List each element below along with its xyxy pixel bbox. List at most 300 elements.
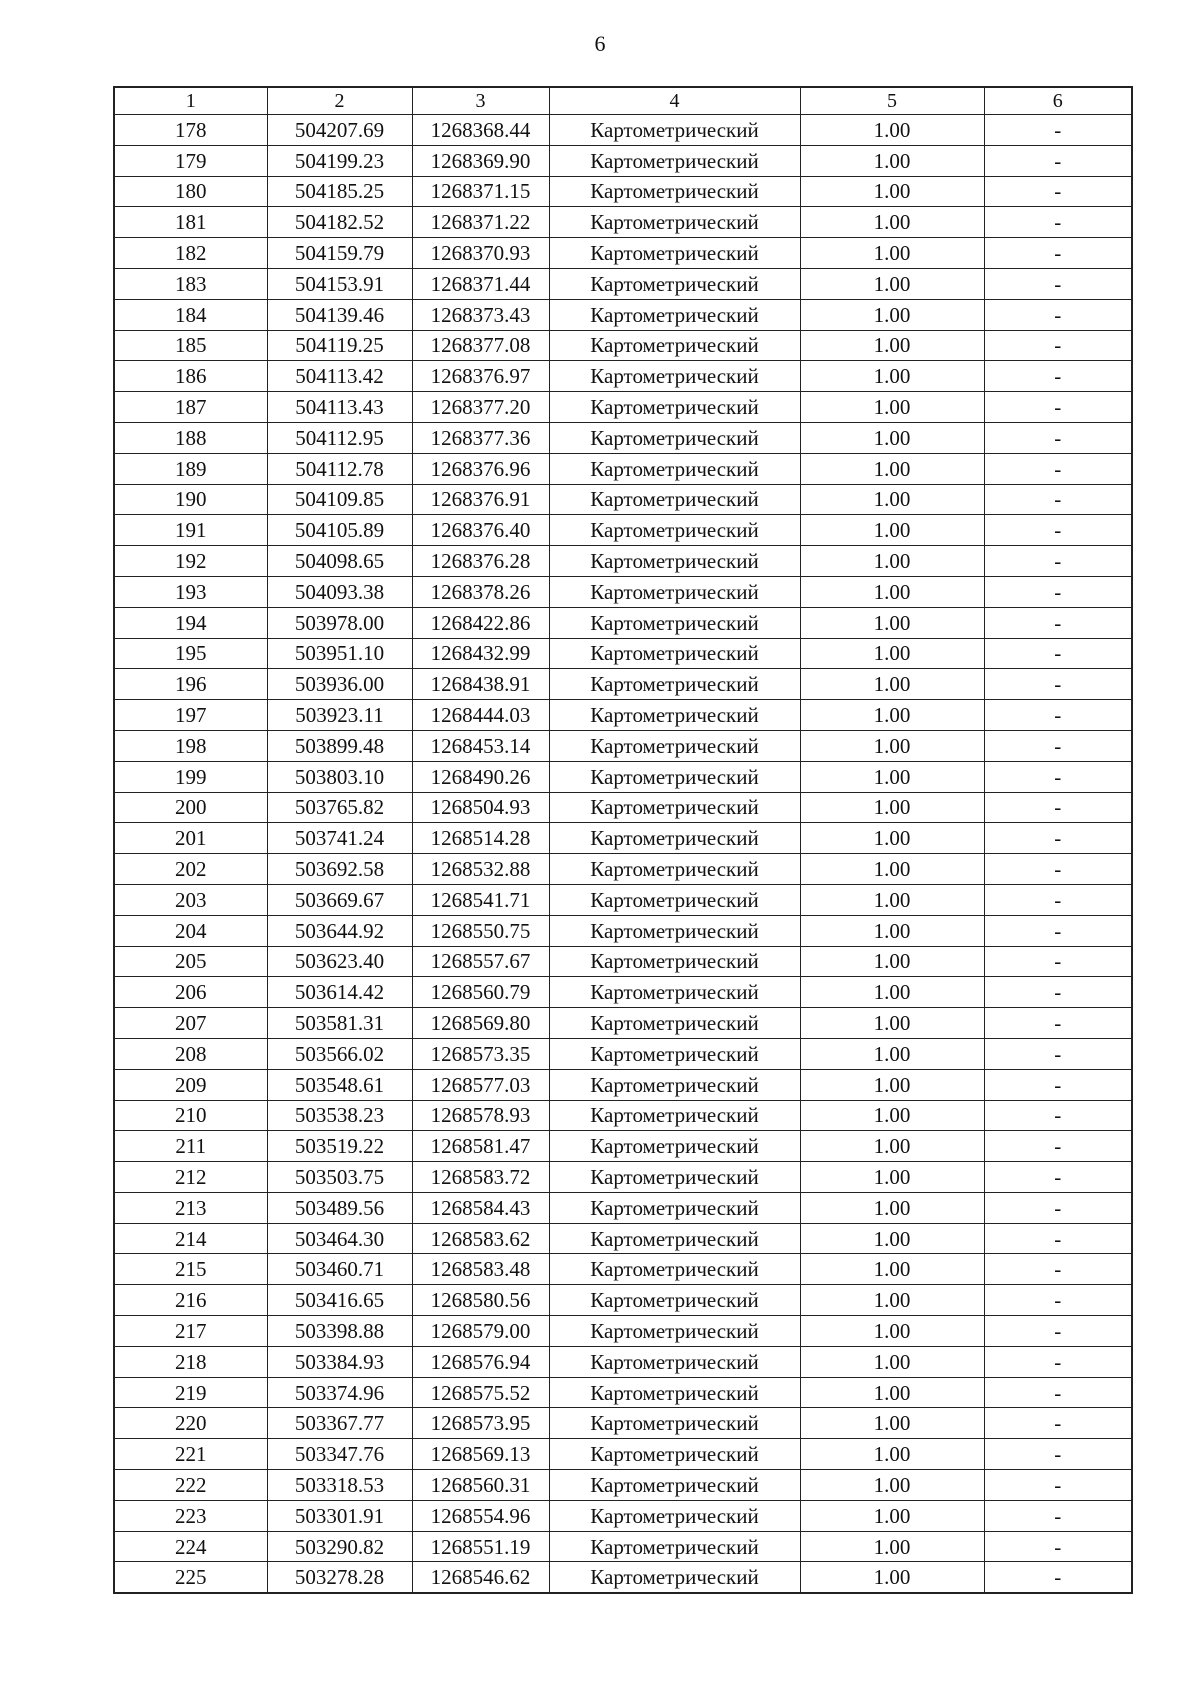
page-number: 6 (594, 31, 606, 56)
x-coordinate-cell: 503623.40 (267, 946, 412, 977)
point-number-cell: 223 (114, 1500, 267, 1531)
method-cell: Картометрический (549, 1316, 800, 1347)
table-row (114, 669, 1132, 700)
accuracy-cell: 1.00 (800, 1131, 984, 1162)
method-cell: Картометрический (549, 238, 800, 269)
accuracy-cell: 1.00 (800, 1531, 984, 1562)
x-coordinate-cell: 503978.00 (267, 607, 412, 638)
y-coordinate-cell: 1268368.44 (412, 115, 549, 146)
point-number-cell: 221 (114, 1439, 267, 1470)
x-coordinate-cell: 504207.69 (267, 115, 412, 146)
accuracy-cell: 1.00 (800, 1500, 984, 1531)
point-number-cell: 185 (114, 330, 267, 361)
method-cell: Картометрический (549, 453, 800, 484)
note-cell: - (984, 1254, 1132, 1285)
x-coordinate-cell: 503803.10 (267, 761, 412, 792)
method-cell: Картометрический (549, 1162, 800, 1193)
method-cell: Картометрический (549, 422, 800, 453)
coordinates-table (113, 86, 1133, 1594)
point-number-cell: 194 (114, 607, 267, 638)
x-coordinate-cell: 503464.30 (267, 1223, 412, 1254)
accuracy-cell: 1.00 (800, 1069, 984, 1100)
point-number-cell: 218 (114, 1346, 267, 1377)
point-number-cell: 192 (114, 546, 267, 577)
y-coordinate-cell: 1268576.94 (412, 1346, 549, 1377)
y-coordinate-cell: 1268377.36 (412, 422, 549, 453)
y-coordinate-cell: 1268560.79 (412, 977, 549, 1008)
table-row (114, 238, 1132, 269)
y-coordinate-cell: 1268554.96 (412, 1500, 549, 1531)
point-number-cell: 201 (114, 823, 267, 854)
column-header: 3 (412, 87, 549, 115)
note-cell: - (984, 607, 1132, 638)
method-cell: Картометрический (549, 1008, 800, 1039)
accuracy-cell: 1.00 (800, 299, 984, 330)
table-row (114, 1100, 1132, 1131)
accuracy-cell: 1.00 (800, 515, 984, 546)
point-number-cell: 197 (114, 700, 267, 731)
note-cell: - (984, 638, 1132, 669)
point-number-cell: 199 (114, 761, 267, 792)
method-cell: Картометрический (549, 1531, 800, 1562)
table-row (114, 1531, 1132, 1562)
note-cell: - (984, 1285, 1132, 1316)
table-row (114, 1131, 1132, 1162)
point-number-cell: 224 (114, 1531, 267, 1562)
method-cell: Картометрический (549, 1223, 800, 1254)
note-cell: - (984, 1162, 1132, 1193)
table-row (114, 1069, 1132, 1100)
x-coordinate-cell: 503936.00 (267, 669, 412, 700)
method-cell: Картометрический (549, 1254, 800, 1285)
accuracy-cell: 1.00 (800, 484, 984, 515)
accuracy-cell: 1.00 (800, 1008, 984, 1039)
table-row (114, 1192, 1132, 1223)
accuracy-cell: 1.00 (800, 730, 984, 761)
note-cell: - (984, 546, 1132, 577)
accuracy-cell: 1.00 (800, 792, 984, 823)
table-row (114, 422, 1132, 453)
y-coordinate-cell: 1268514.28 (412, 823, 549, 854)
method-cell: Картометрический (549, 299, 800, 330)
y-coordinate-cell: 1268370.93 (412, 238, 549, 269)
y-coordinate-cell: 1268569.13 (412, 1439, 549, 1470)
accuracy-cell: 1.00 (800, 854, 984, 885)
note-cell: - (984, 1069, 1132, 1100)
point-number-cell: 205 (114, 946, 267, 977)
note-cell: - (984, 299, 1132, 330)
point-number-cell: 214 (114, 1223, 267, 1254)
note-cell: - (984, 977, 1132, 1008)
note-cell: - (984, 330, 1132, 361)
note-cell: - (984, 268, 1132, 299)
y-coordinate-cell: 1268560.31 (412, 1470, 549, 1501)
method-cell: Картометрический (549, 330, 800, 361)
point-number-cell: 187 (114, 392, 267, 423)
point-number-cell: 222 (114, 1470, 267, 1501)
method-cell: Картометрический (549, 1038, 800, 1069)
y-coordinate-cell: 1268569.80 (412, 1008, 549, 1039)
y-coordinate-cell: 1268580.56 (412, 1285, 549, 1316)
table-row (114, 515, 1132, 546)
y-coordinate-cell: 1268575.52 (412, 1377, 549, 1408)
y-coordinate-cell: 1268578.93 (412, 1100, 549, 1131)
point-number-cell: 202 (114, 854, 267, 885)
x-coordinate-cell: 503384.93 (267, 1346, 412, 1377)
table-row (114, 392, 1132, 423)
method-cell: Картометрический (549, 607, 800, 638)
y-coordinate-cell: 1268504.93 (412, 792, 549, 823)
accuracy-cell: 1.00 (800, 422, 984, 453)
column-header: 4 (549, 87, 800, 115)
x-coordinate-cell: 503460.71 (267, 1254, 412, 1285)
note-cell: - (984, 1100, 1132, 1131)
column-header: 1 (114, 87, 267, 115)
x-coordinate-cell: 503290.82 (267, 1531, 412, 1562)
method-cell: Картометрический (549, 915, 800, 946)
table-row (114, 1008, 1132, 1039)
y-coordinate-cell: 1268573.95 (412, 1408, 549, 1439)
x-coordinate-cell: 504112.78 (267, 453, 412, 484)
method-cell: Картометрический (549, 207, 800, 238)
table-row (114, 1500, 1132, 1531)
point-number-cell: 213 (114, 1192, 267, 1223)
point-number-cell: 178 (114, 115, 267, 146)
x-coordinate-cell: 503669.67 (267, 884, 412, 915)
x-coordinate-cell: 503899.48 (267, 730, 412, 761)
accuracy-cell: 1.00 (800, 330, 984, 361)
point-number-cell: 180 (114, 176, 267, 207)
method-cell: Картометрический (549, 1131, 800, 1162)
accuracy-cell: 1.00 (800, 1316, 984, 1347)
y-coordinate-cell: 1268432.99 (412, 638, 549, 669)
column-header: 2 (267, 87, 412, 115)
note-cell: - (984, 669, 1132, 700)
method-cell: Картометрический (549, 1377, 800, 1408)
y-coordinate-cell: 1268376.91 (412, 484, 549, 515)
method-cell: Картометрический (549, 1408, 800, 1439)
x-coordinate-cell: 503416.65 (267, 1285, 412, 1316)
point-number-cell: 200 (114, 792, 267, 823)
point-number-cell: 209 (114, 1069, 267, 1100)
table-row (114, 484, 1132, 515)
note-cell: - (984, 1562, 1132, 1593)
table-row (114, 1346, 1132, 1377)
column-header: 5 (800, 87, 984, 115)
accuracy-cell: 1.00 (800, 700, 984, 731)
note-cell: - (984, 1470, 1132, 1501)
y-coordinate-cell: 1268376.28 (412, 546, 549, 577)
point-number-cell: 212 (114, 1162, 267, 1193)
accuracy-cell: 1.00 (800, 1377, 984, 1408)
note-cell: - (984, 884, 1132, 915)
accuracy-cell: 1.00 (800, 546, 984, 577)
note-cell: - (984, 1500, 1132, 1531)
y-coordinate-cell: 1268377.20 (412, 392, 549, 423)
accuracy-cell: 1.00 (800, 1223, 984, 1254)
method-cell: Картометрический (549, 792, 800, 823)
point-number-cell: 193 (114, 576, 267, 607)
table-row (114, 1377, 1132, 1408)
table-row (114, 176, 1132, 207)
y-coordinate-cell: 1268550.75 (412, 915, 549, 946)
accuracy-cell: 1.00 (800, 1408, 984, 1439)
x-coordinate-cell: 504139.46 (267, 299, 412, 330)
y-coordinate-cell: 1268577.03 (412, 1069, 549, 1100)
y-coordinate-cell: 1268378.26 (412, 576, 549, 607)
y-coordinate-cell: 1268377.08 (412, 330, 549, 361)
accuracy-cell: 1.00 (800, 669, 984, 700)
y-coordinate-cell: 1268579.00 (412, 1316, 549, 1347)
accuracy-cell: 1.00 (800, 361, 984, 392)
accuracy-cell: 1.00 (800, 1562, 984, 1593)
table-row (114, 638, 1132, 669)
y-coordinate-cell: 1268581.47 (412, 1131, 549, 1162)
table-row (114, 915, 1132, 946)
x-coordinate-cell: 503301.91 (267, 1500, 412, 1531)
method-cell: Картометрический (549, 515, 800, 546)
x-coordinate-cell: 504153.91 (267, 268, 412, 299)
note-cell: - (984, 453, 1132, 484)
table-row (114, 207, 1132, 238)
note-cell: - (984, 1377, 1132, 1408)
accuracy-cell: 1.00 (800, 915, 984, 946)
y-coordinate-cell: 1268369.90 (412, 145, 549, 176)
note-cell: - (984, 238, 1132, 269)
x-coordinate-cell: 504119.25 (267, 330, 412, 361)
x-coordinate-cell: 503741.24 (267, 823, 412, 854)
method-cell: Картометрический (549, 1285, 800, 1316)
accuracy-cell: 1.00 (800, 638, 984, 669)
point-number-cell: 198 (114, 730, 267, 761)
accuracy-cell: 1.00 (800, 946, 984, 977)
note-cell: - (984, 361, 1132, 392)
accuracy-cell: 1.00 (800, 145, 984, 176)
table-row (114, 330, 1132, 361)
table-row (114, 1470, 1132, 1501)
table-row (114, 115, 1132, 146)
point-number-cell: 220 (114, 1408, 267, 1439)
table-row (114, 1562, 1132, 1593)
accuracy-cell: 1.00 (800, 607, 984, 638)
y-coordinate-cell: 1268376.96 (412, 453, 549, 484)
x-coordinate-cell: 503347.76 (267, 1439, 412, 1470)
note-cell: - (984, 915, 1132, 946)
method-cell: Картометрический (549, 700, 800, 731)
table-row (114, 145, 1132, 176)
method-cell: Картометрический (549, 1100, 800, 1131)
note-cell: - (984, 484, 1132, 515)
method-cell: Картометрический (549, 730, 800, 761)
note-cell: - (984, 1439, 1132, 1470)
x-coordinate-cell: 504182.52 (267, 207, 412, 238)
method-cell: Картометрический (549, 669, 800, 700)
table-row (114, 700, 1132, 731)
method-cell: Картометрический (549, 176, 800, 207)
y-coordinate-cell: 1268583.62 (412, 1223, 549, 1254)
method-cell: Картометрический (549, 115, 800, 146)
accuracy-cell: 1.00 (800, 761, 984, 792)
method-cell: Картометрический (549, 761, 800, 792)
point-number-cell: 206 (114, 977, 267, 1008)
x-coordinate-cell: 503278.28 (267, 1562, 412, 1593)
x-coordinate-cell: 504109.85 (267, 484, 412, 515)
x-coordinate-cell: 503765.82 (267, 792, 412, 823)
accuracy-cell: 1.00 (800, 392, 984, 423)
accuracy-cell: 1.00 (800, 1038, 984, 1069)
point-number-cell: 219 (114, 1377, 267, 1408)
accuracy-cell: 1.00 (800, 576, 984, 607)
accuracy-cell: 1.00 (800, 207, 984, 238)
note-cell: - (984, 1131, 1132, 1162)
accuracy-cell: 1.00 (800, 1346, 984, 1377)
y-coordinate-cell: 1268438.91 (412, 669, 549, 700)
y-coordinate-cell: 1268557.67 (412, 946, 549, 977)
y-coordinate-cell: 1268532.88 (412, 854, 549, 885)
accuracy-cell: 1.00 (800, 977, 984, 1008)
x-coordinate-cell: 503548.61 (267, 1069, 412, 1100)
note-cell: - (984, 515, 1132, 546)
point-number-cell: 183 (114, 268, 267, 299)
point-number-cell: 184 (114, 299, 267, 330)
table-row (114, 1439, 1132, 1470)
note-cell: - (984, 1408, 1132, 1439)
x-coordinate-cell: 504113.43 (267, 392, 412, 423)
method-cell: Картометрический (549, 1192, 800, 1223)
note-cell: - (984, 115, 1132, 146)
x-coordinate-cell: 503644.92 (267, 915, 412, 946)
accuracy-cell: 1.00 (800, 238, 984, 269)
x-coordinate-cell: 504098.65 (267, 546, 412, 577)
method-cell: Картометрический (549, 1470, 800, 1501)
x-coordinate-cell: 503951.10 (267, 638, 412, 669)
x-coordinate-cell: 503614.42 (267, 977, 412, 1008)
method-cell: Картометрический (549, 392, 800, 423)
x-coordinate-cell: 504112.95 (267, 422, 412, 453)
point-number-cell: 204 (114, 915, 267, 946)
note-cell: - (984, 176, 1132, 207)
table-row (114, 1316, 1132, 1347)
note-cell: - (984, 700, 1132, 731)
x-coordinate-cell: 503923.11 (267, 700, 412, 731)
table-row (114, 1038, 1132, 1069)
y-coordinate-cell: 1268551.19 (412, 1531, 549, 1562)
note-cell: - (984, 1038, 1132, 1069)
method-cell: Картометрический (549, 1346, 800, 1377)
x-coordinate-cell: 503374.96 (267, 1377, 412, 1408)
x-coordinate-cell: 503503.75 (267, 1162, 412, 1193)
note-cell: - (984, 392, 1132, 423)
point-number-cell: 210 (114, 1100, 267, 1131)
point-number-cell: 207 (114, 1008, 267, 1039)
table-row (114, 1285, 1132, 1316)
accuracy-cell: 1.00 (800, 1285, 984, 1316)
note-cell: - (984, 422, 1132, 453)
note-cell: - (984, 1192, 1132, 1223)
method-cell: Картометрический (549, 638, 800, 669)
note-cell: - (984, 854, 1132, 885)
table-row (114, 730, 1132, 761)
table-row (114, 607, 1132, 638)
table-row (114, 268, 1132, 299)
point-number-cell: 216 (114, 1285, 267, 1316)
y-coordinate-cell: 1268453.14 (412, 730, 549, 761)
table-row (114, 1223, 1132, 1254)
table-row (114, 361, 1132, 392)
method-cell: Картометрический (549, 854, 800, 885)
point-number-cell: 208 (114, 1038, 267, 1069)
method-cell: Картометрический (549, 977, 800, 1008)
method-cell: Картометрический (549, 1439, 800, 1470)
note-cell: - (984, 1531, 1132, 1562)
y-coordinate-cell: 1268573.35 (412, 1038, 549, 1069)
y-coordinate-cell: 1268373.43 (412, 299, 549, 330)
point-number-cell: 179 (114, 145, 267, 176)
x-coordinate-cell: 504113.42 (267, 361, 412, 392)
table-row (114, 854, 1132, 885)
table-row (114, 1254, 1132, 1285)
note-cell: - (984, 1316, 1132, 1347)
table-row (114, 1408, 1132, 1439)
y-coordinate-cell: 1268541.71 (412, 884, 549, 915)
method-cell: Картометрический (549, 546, 800, 577)
method-cell: Картометрический (549, 946, 800, 977)
x-coordinate-cell: 504199.23 (267, 145, 412, 176)
x-coordinate-cell: 503692.58 (267, 854, 412, 885)
y-coordinate-cell: 1268371.44 (412, 268, 549, 299)
column-header: 6 (984, 87, 1132, 115)
point-number-cell: 182 (114, 238, 267, 269)
note-cell: - (984, 823, 1132, 854)
point-number-cell: 195 (114, 638, 267, 669)
accuracy-cell: 1.00 (800, 1254, 984, 1285)
note-cell: - (984, 946, 1132, 977)
x-coordinate-cell: 503538.23 (267, 1100, 412, 1131)
note-cell: - (984, 1008, 1132, 1039)
y-coordinate-cell: 1268583.48 (412, 1254, 549, 1285)
x-coordinate-cell: 503519.22 (267, 1131, 412, 1162)
table-row (114, 884, 1132, 915)
x-coordinate-cell: 503566.02 (267, 1038, 412, 1069)
note-cell: - (984, 145, 1132, 176)
y-coordinate-cell: 1268584.43 (412, 1192, 549, 1223)
note-cell: - (984, 730, 1132, 761)
table-row (114, 792, 1132, 823)
method-cell: Картометрический (549, 145, 800, 176)
y-coordinate-cell: 1268583.72 (412, 1162, 549, 1193)
accuracy-cell: 1.00 (800, 1162, 984, 1193)
table-row (114, 823, 1132, 854)
accuracy-cell: 1.00 (800, 823, 984, 854)
accuracy-cell: 1.00 (800, 1192, 984, 1223)
x-coordinate-cell: 503318.53 (267, 1470, 412, 1501)
point-number-cell: 217 (114, 1316, 267, 1347)
method-cell: Картометрический (549, 268, 800, 299)
point-number-cell: 188 (114, 422, 267, 453)
table-row (114, 546, 1132, 577)
y-coordinate-cell: 1268371.22 (412, 207, 549, 238)
y-coordinate-cell: 1268376.97 (412, 361, 549, 392)
accuracy-cell: 1.00 (800, 268, 984, 299)
table-row (114, 977, 1132, 1008)
y-coordinate-cell: 1268422.86 (412, 607, 549, 638)
y-coordinate-cell: 1268490.26 (412, 761, 549, 792)
point-number-cell: 196 (114, 669, 267, 700)
note-cell: - (984, 761, 1132, 792)
accuracy-cell: 1.00 (800, 884, 984, 915)
x-coordinate-cell: 503398.88 (267, 1316, 412, 1347)
x-coordinate-cell: 504093.38 (267, 576, 412, 607)
